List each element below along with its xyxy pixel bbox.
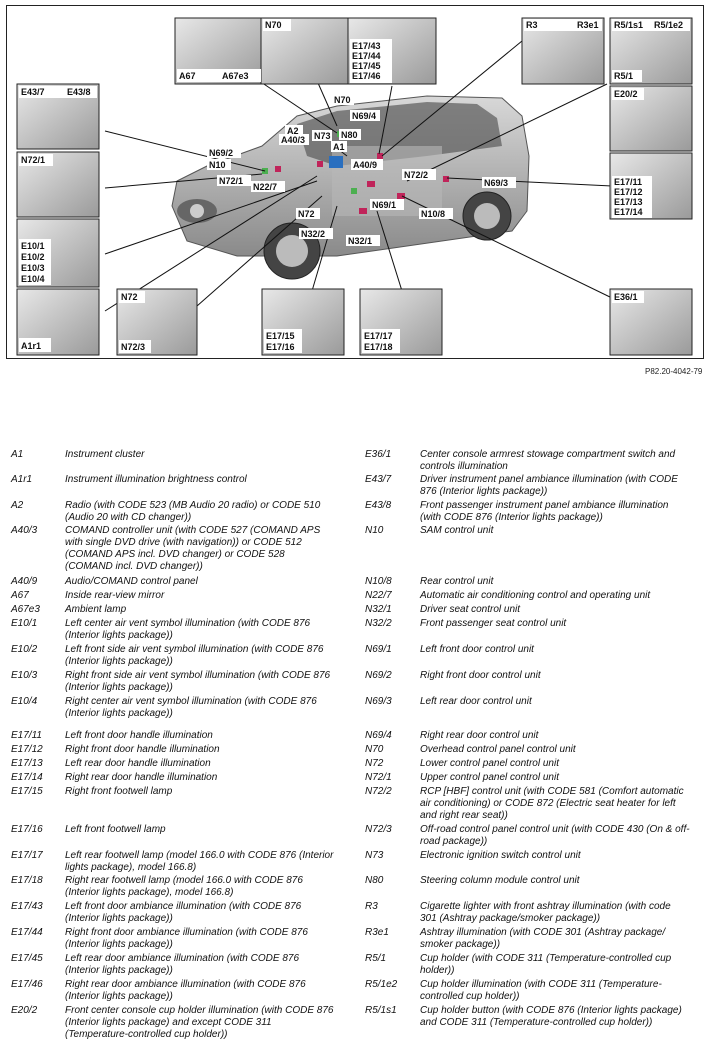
legend-code: R3 [365, 901, 378, 912]
callout-n72: N72 [298, 209, 315, 219]
label-e43-8: E43/8 [67, 87, 91, 97]
legend-description: Left front footwell lamp [65, 824, 166, 835]
legend-description: Front passenger instrument panel ambiance illumination (with CODE 876 (Interior lights package)) [420, 500, 669, 523]
callout-n10-8: N10/8 [421, 209, 446, 219]
legend-description: Left front door control unit [420, 644, 534, 655]
legend-code: R3e1 [365, 927, 389, 938]
legend-code: N73 [365, 850, 384, 861]
legend-code: N10 [365, 525, 384, 536]
legend-code: N69/4 [365, 730, 392, 741]
legend-description: Right rear door control unit [420, 730, 539, 741]
legend-description: Audio/COMAND control panel [65, 576, 198, 587]
legend-code: N70 [365, 744, 384, 755]
legend-code: E17/17 [11, 850, 43, 861]
legend-code: A2 [11, 500, 24, 511]
label-e43-7: E43/7 [21, 87, 45, 97]
legend-code: N32/1 [365, 604, 392, 615]
legend-description: Overhead control panel control unit [420, 744, 576, 755]
label-e20-2: E20/2 [614, 89, 638, 99]
legend-code: N69/2 [365, 670, 392, 681]
legend-code: E17/16 [11, 824, 43, 835]
label-r5-1e2: R5/1e2 [654, 20, 684, 30]
callout-a40-9: A40/9 [353, 160, 378, 170]
legend-description: Right front door handle illumination [65, 744, 220, 755]
callout-n72-1: N72/1 [219, 176, 244, 186]
label-e10-1: E10/1 [21, 241, 45, 251]
callout-n32-2: N32/2 [301, 229, 326, 239]
legend-code: N22/7 [365, 590, 392, 601]
legend-description: Instrument cluster [65, 449, 145, 460]
legend-code: N10/8 [365, 576, 392, 587]
legend-description: Left rear door control unit [420, 696, 532, 707]
legend-description: Lower control panel control unit [420, 758, 559, 769]
callout-n69-4: N69/4 [352, 111, 377, 121]
legend-description: Left front door ambiance illumination (with CODE 876 (Interior lights package)) [65, 901, 302, 924]
legend-description: Driver instrument panel ambiance illumination (with CODE 876 (Interior lights package)) [420, 474, 678, 497]
label-a1r1: A1r1 [21, 341, 42, 351]
legend-description: Inside rear-view mirror [65, 590, 165, 601]
legend-description: Front passenger seat control unit [420, 618, 567, 629]
legend-code: A1r1 [11, 474, 33, 485]
legend-code: E17/11 [11, 730, 42, 741]
label-e17-12: E17/12 [614, 187, 643, 197]
legend-description: Right rear footwell lamp (model 166.0 with CODE 876 (Interior lights package), model 166.8) [65, 875, 303, 898]
legend-description: Right center air vent symbol illumination (with CODE 876 (Interior lights package)) [65, 696, 317, 719]
callout-n22-7: N22/7 [253, 182, 278, 192]
legend-code: E17/12 [11, 744, 43, 755]
figure-reference: P82.20-4042-79 [645, 367, 703, 376]
legend-code: A67e3 [11, 604, 40, 615]
callout-a40-3: A40/3 [281, 135, 306, 145]
diagram-svg [7, 6, 704, 359]
label-e17-17: E17/17 [364, 331, 393, 341]
callout-n73: N73 [314, 131, 331, 141]
legend-description: Cup holder illumination (with CODE 311 (Temperature-controlled cup holder)) [420, 979, 662, 1002]
legend-description: Cup holder (with CODE 311 (Temperature-controlled cup holder)) [420, 953, 672, 976]
legend-code: N69/3 [365, 696, 392, 707]
legend-description: Left front door handle illumination [65, 730, 213, 741]
legend-description: COMAND controller unit (with CODE 527 (COMAND APS with single DVD drive (with navigation)) or CODE 512 (COMAND APS incl. DVD changer) or CODE 528 (COMAND incl. DVD changer)) [65, 525, 321, 572]
legend-code: R5/1 [365, 953, 387, 964]
label-r3: R3 [526, 20, 538, 30]
callout-n69-1: N69/1 [372, 200, 397, 210]
label-n70-inset: N70 [265, 20, 282, 30]
legend-description: Steering column module control unit [420, 875, 580, 886]
label-a67: A67 [179, 71, 196, 81]
label-e17-45: E17/45 [352, 61, 381, 71]
legend-code: R5/1s1 [365, 1005, 397, 1016]
legend-code: N72/1 [365, 772, 392, 783]
label-e17-18: E17/18 [364, 342, 393, 352]
legend-description: Off-road control panel control unit (with CODE 430 (On & off-road package)) [420, 824, 690, 847]
legend-description: Center console armrest stowage compartment switch and controls illumination [420, 449, 676, 472]
label-e17-16: E17/16 [266, 342, 295, 352]
legend-description: Left front side air vent symbol illumination (with CODE 876 (Interior lights package)) [65, 644, 324, 667]
label-e10-3: E10/3 [21, 263, 45, 273]
label-e17-44: E17/44 [352, 51, 381, 61]
legend-description: Left rear footwell lamp (model 166.0 with CODE 876 (Interior lights package), model 166.8) [65, 850, 334, 873]
legend-description: Left rear door ambiance illumination (with CODE 876 (Interior lights package)) [65, 953, 299, 976]
legend-description: Ambient lamp [65, 604, 127, 615]
legend-code: N72/3 [365, 824, 392, 835]
legend-description: Left rear door handle illumination [65, 758, 211, 769]
legend-description: Instrument illumination brightness control [65, 474, 247, 485]
callout-n32-1: N32/1 [348, 236, 373, 246]
component-location-diagram [6, 5, 704, 359]
legend-code: E17/46 [11, 979, 43, 990]
legend-description: Ashtray illumination (with CODE 301 (Ashtray package/ smoker package)) [420, 927, 666, 950]
legend-description: Cup holder button (with CODE 876 (Interior lights package) and CODE 311 (Temperature-controlled cup holder)) [420, 1005, 682, 1028]
label-e10-2: E10/2 [21, 252, 45, 262]
legend-description: Rear control unit [420, 576, 494, 587]
callout-n70: N70 [334, 95, 351, 105]
label-n72-3: N72/3 [121, 342, 146, 352]
label-e17-46: E17/46 [352, 71, 381, 81]
legend-description: Front center console cup holder illumination (with CODE 876 (Interior lights package) and except CODE 311 (Temperature-controlled cup holder)) [65, 1005, 334, 1040]
callout-n80: N80 [341, 130, 358, 140]
callout-n10: N10 [209, 160, 226, 170]
callout-a1: A1 [333, 142, 345, 152]
legend-code: N32/2 [365, 618, 392, 629]
callout-n72-2: N72/2 [404, 170, 429, 180]
legend-description: RCP [HBF] control unit (with CODE 581 (Comfort automatic air conditioning) or CODE 872 (Electric seat heater for left and right rear seat)) [420, 786, 684, 821]
vehicle-illustration [172, 96, 529, 279]
legend-code: E10/2 [11, 644, 38, 655]
label-e17-11: E17/11 [614, 177, 643, 187]
label-r3e1: R3e1 [577, 20, 599, 30]
legend-code: E43/8 [365, 500, 392, 511]
legend-code: A40/3 [11, 525, 38, 536]
label-r5-1: R5/1 [614, 71, 634, 81]
legend-description: SAM control unit [420, 525, 494, 536]
legend-code: E43/7 [365, 474, 392, 485]
legend-code: N80 [365, 875, 384, 886]
legend-code: A40/9 [11, 576, 38, 587]
legend-code: E17/45 [11, 953, 43, 964]
legend-description: Cigarette lighter with front ashtray illumination (with code 301 (Ashtray package/smoker package)) [420, 901, 671, 924]
legend-code: E10/3 [11, 670, 38, 681]
legend-code: R5/1e2 [365, 979, 398, 990]
legend-description: Right front door control unit [420, 670, 541, 681]
legend-code: A67 [11, 590, 29, 601]
callout-n69-2: N69/2 [209, 148, 234, 158]
label-e17-43: E17/43 [352, 41, 381, 51]
label-e10-4: E10/4 [21, 274, 45, 284]
legend-code: E10/4 [11, 696, 38, 707]
legend-code: N72/2 [365, 786, 392, 797]
label-a67e3: A67e3 [222, 71, 249, 81]
callout-n69-3: N69/3 [484, 178, 509, 188]
label-r5-1s1: R5/1s1 [614, 20, 644, 30]
label-e17-15: E17/15 [266, 331, 295, 341]
legend-code: E17/14 [11, 772, 43, 783]
legend-description: Right front footwell lamp [65, 786, 173, 797]
legend-code: E36/1 [365, 449, 392, 460]
label-n72-1-inset: N72/1 [21, 155, 46, 165]
legend-code: N72 [365, 758, 384, 769]
legend-code: E10/1 [11, 618, 38, 629]
legend-description: Driver seat control unit [420, 604, 521, 615]
legend-description: Upper control panel control unit [420, 772, 559, 783]
legend-code: E17/44 [11, 927, 43, 938]
legend-description: Right rear door handle illumination [65, 772, 218, 783]
legend-description: Right front side air vent symbol illumination (with CODE 876 (Interior lights package)) [65, 670, 331, 693]
legend-code: E17/43 [11, 901, 43, 912]
label-e17-13: E17/13 [614, 197, 643, 207]
legend-description: Right front door ambiance illumination (with CODE 876 (Interior lights package)) [65, 927, 308, 950]
label-e36-1: E36/1 [614, 292, 638, 302]
legend-description: Radio (with CODE 523 (MB Audio 20 radio) or CODE 510 (Audio 20 with CD changer)) [65, 500, 321, 523]
legend-description: Right rear door ambiance illumination (with CODE 876 (Interior lights package)) [65, 979, 306, 1002]
legend-description: Automatic air conditioning control and operating unit [420, 590, 651, 601]
legend-code: E20/2 [11, 1005, 38, 1016]
legend-code: E17/13 [11, 758, 43, 769]
callout-a2: A2 [287, 126, 299, 136]
legend-code: E17/18 [11, 875, 43, 886]
legend-code: A1 [11, 449, 24, 460]
legend-code: E17/15 [11, 786, 43, 797]
legend-code: N69/1 [365, 644, 392, 655]
legend-description: Electronic ignition switch control unit [420, 850, 581, 861]
label-n72-inset: N72 [121, 292, 138, 302]
label-e17-14: E17/14 [614, 207, 643, 217]
legend-description: Left center air vent symbol illumination (with CODE 876 (Interior lights package)) [65, 618, 311, 641]
